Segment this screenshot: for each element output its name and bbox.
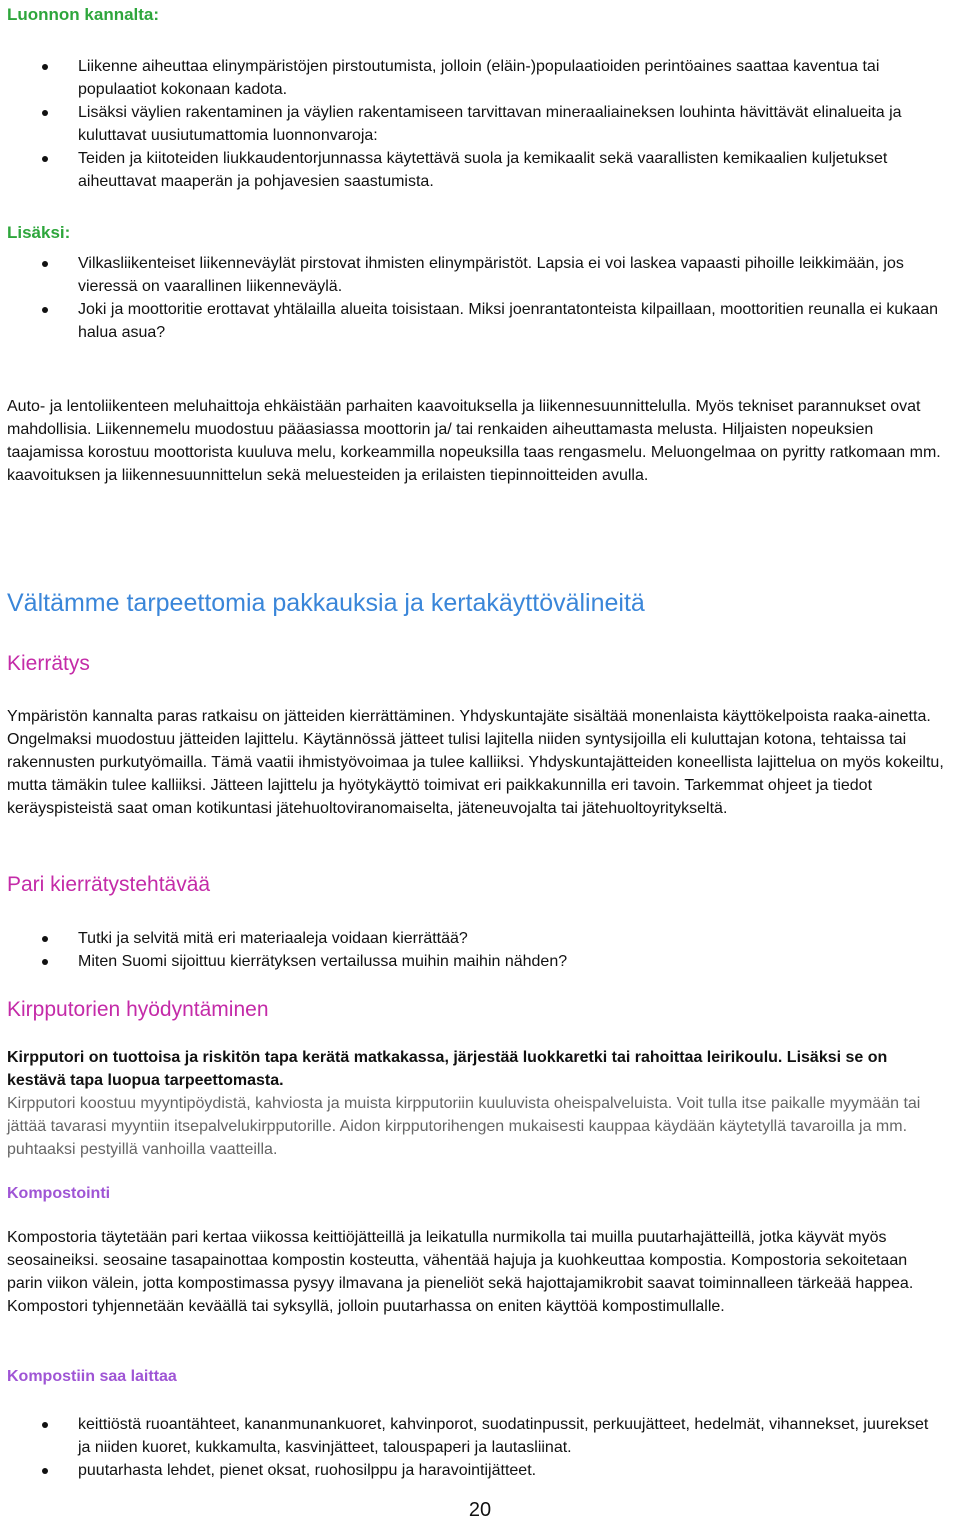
list-item: puutarhasta lehdet, pienet oksat, ruohosilppu ja haravointijätteet. [0, 1459, 960, 1482]
kirpputori-bold-text: Kirpputori on tuottoisa ja riskitön tapa kerätä matkakassa, järjestää luokkaretki tai rahoittaa leirikoulu. Lisäksi se on kestävä tapa luopua tarpeettomasta. [7, 1049, 888, 1089]
kirpputori-gray-text: Kirpputori koostuu myyntipöydistä, kahviosta ja muista kirpputoriin kuuluvista oheispalveluista. Voit tulla itse paikalle myymään tai jättää tavarasi myyntiin itsepalvelukirpputorille. Aidon kirpputorihengen mukaisesti kauppaa käydään käytetyllä tavaroilla ja mm. puhtaaksi pestyillä vanhoilla vaatteilla. [7, 1095, 921, 1158]
luonnon-heading: Luonnon kannalta: [7, 5, 160, 24]
pari-heading: Pari kierrätystehtävää [7, 873, 211, 896]
kompostiin-heading: Kompostiin saa laittaa [7, 1368, 177, 1385]
pari-list [0, 927, 960, 973]
list-item: keittiöstä ruoantähteet, kananmunankuoret, kahvinporot, suodatinpussit, perkuujätteet, hedelmät, vihannekset, juurekset ja niiden kuoret, kukkamulta, kasvinjätteet, talouspaperi ja lautasliinat. [0, 1413, 960, 1459]
lisaksi-heading: Lisäksi: [7, 223, 71, 242]
list-item: Liikenne aiheuttaa elinympäristöjen pirstoutumista, jolloin (eläin-)populaatioiden perintöaines saattaa kaventua tai populaatiot kokonaan kadota. [0, 55, 960, 101]
kompostointi-paragraph: Kompostoria täytetään pari kertaa viikossa keittiöjätteillä ja leikatulla nurmikolla tai muilla puutarhajätteillä, jotka käyvät myös seosaineiksi. seosaine tasapainottaa kompostin kosteutta, vähentää hajuja ja kuohkeuttaa kompostia. Kompostoria sekoitetaan parin viikon välein, jotta kompostimassa pysyy ilmavana ja pieneliöt sekä hajottajamikrobit saavat toiminnalleen tärkeää happea. Kompostori tyhjennetään keväällä tai syksyllä, jolloin puutarhassa on eniten käyttöä kompostimullalle. [7, 1229, 914, 1315]
list-item: Joki ja moottoritie erottavat yhtälailla alueita toisistaan. Miksi joenrantatonteista kilpaillaan, moottoritien reunalla ei kukaan halua asua? [0, 298, 960, 344]
list-item: Teiden ja kiitoteiden liukkaudentorjunnassa käytettävä suola ja kemikaalit sekä vaarallisten kemikaalien kuljetukset aiheuttavat maaperän ja pohjavesien saastumista. [0, 147, 960, 193]
list-item: Tutki ja selvitä mitä eri materiaaleja voidaan kierrättää? [0, 927, 960, 950]
luonnon-list [0, 55, 960, 193]
list-item: Lisäksi väylien rakentaminen ja väylien rakentamiseen tarvittavan mineraaliaineksen louhinta hävittävät elinalueita ja kuluttavat uusiutumattomia luonnonvaroja: [0, 101, 960, 147]
list-item: Miten Suomi sijoittuu kierrätyksen vertailussa muihin maihin nähden? [0, 950, 960, 973]
kompostiin-list [0, 1413, 960, 1482]
kierratys-paragraph: Ympäristön kannalta paras ratkaisu on jätteiden kierrättäminen. Yhdyskuntajäte sisältää monenlaista käyttökelpoista raaka-ainetta. Ongelmaksi muodostuu jätteiden lajittelu. Käytännössä jätteet tulisi lajitella niiden syntysijoilla eli kuluttajan kotona, tehtaissa tai rakennusten purkutyömailla. Tämä vaatii ihmistyövoimaa ja tulee kalliiksi. Yhdyskuntajätteiden koneellista lajittelua on myös kokeiltu, mutta tämäkin tulee kalliiksi. Jätteen lajittelu ja hyötykäyttö toimivat eri paikkakunnilla eri tavoin. Tarkemmat ohjeet ja tiedot keräyspisteistä saat oman kotikuntasi jätehuoltoviranomaiselta, jäteneuvojalta tai jätehuoltoyritykseltä. [7, 708, 944, 817]
kirpputori-heading: Kirpputorien hyödyntäminen [7, 998, 269, 1021]
valtamme-heading: Vältämme tarpeettomia pakkauksia ja kertakäyttövälineitä [7, 589, 645, 617]
kierratys-heading: Kierrätys [7, 652, 90, 675]
page-number: 20 [468, 1499, 492, 1521]
list-item: Vilkasliikenteiset liikenneväylät pirstovat ihmisten elinympäristöt. Lapsia ei voi laskea vapaasti pihoille leikkimään, jos vieressä on vaarallinen liikenneväylä. [0, 252, 960, 298]
lisaksi-list [0, 252, 960, 344]
melu-paragraph: Auto- ja lentoliikenteen meluhaittoja ehkäistään parhaiten kaavoituksella ja liikennesuunnittelulla. Myös tekniset parannukset ovat mahdollisia. Liikennemelu muodostuu pääasiassa moottorin ja/ tai renkaiden aiheuttamasta melusta. Hiljaisten nopeuksien taajamissa korostuu moottorista kuuluva melu, korkeammilla nopeuksilla taas rengasmelu. Meluongelmaa on pyritty ratkomaan mm. kaavoituksen ja liikennesuunnittelun sekä meluesteiden ja erilaisten tiepinnoitteiden avulla. [7, 398, 941, 484]
kompostointi-heading: Kompostointi [7, 1185, 111, 1202]
